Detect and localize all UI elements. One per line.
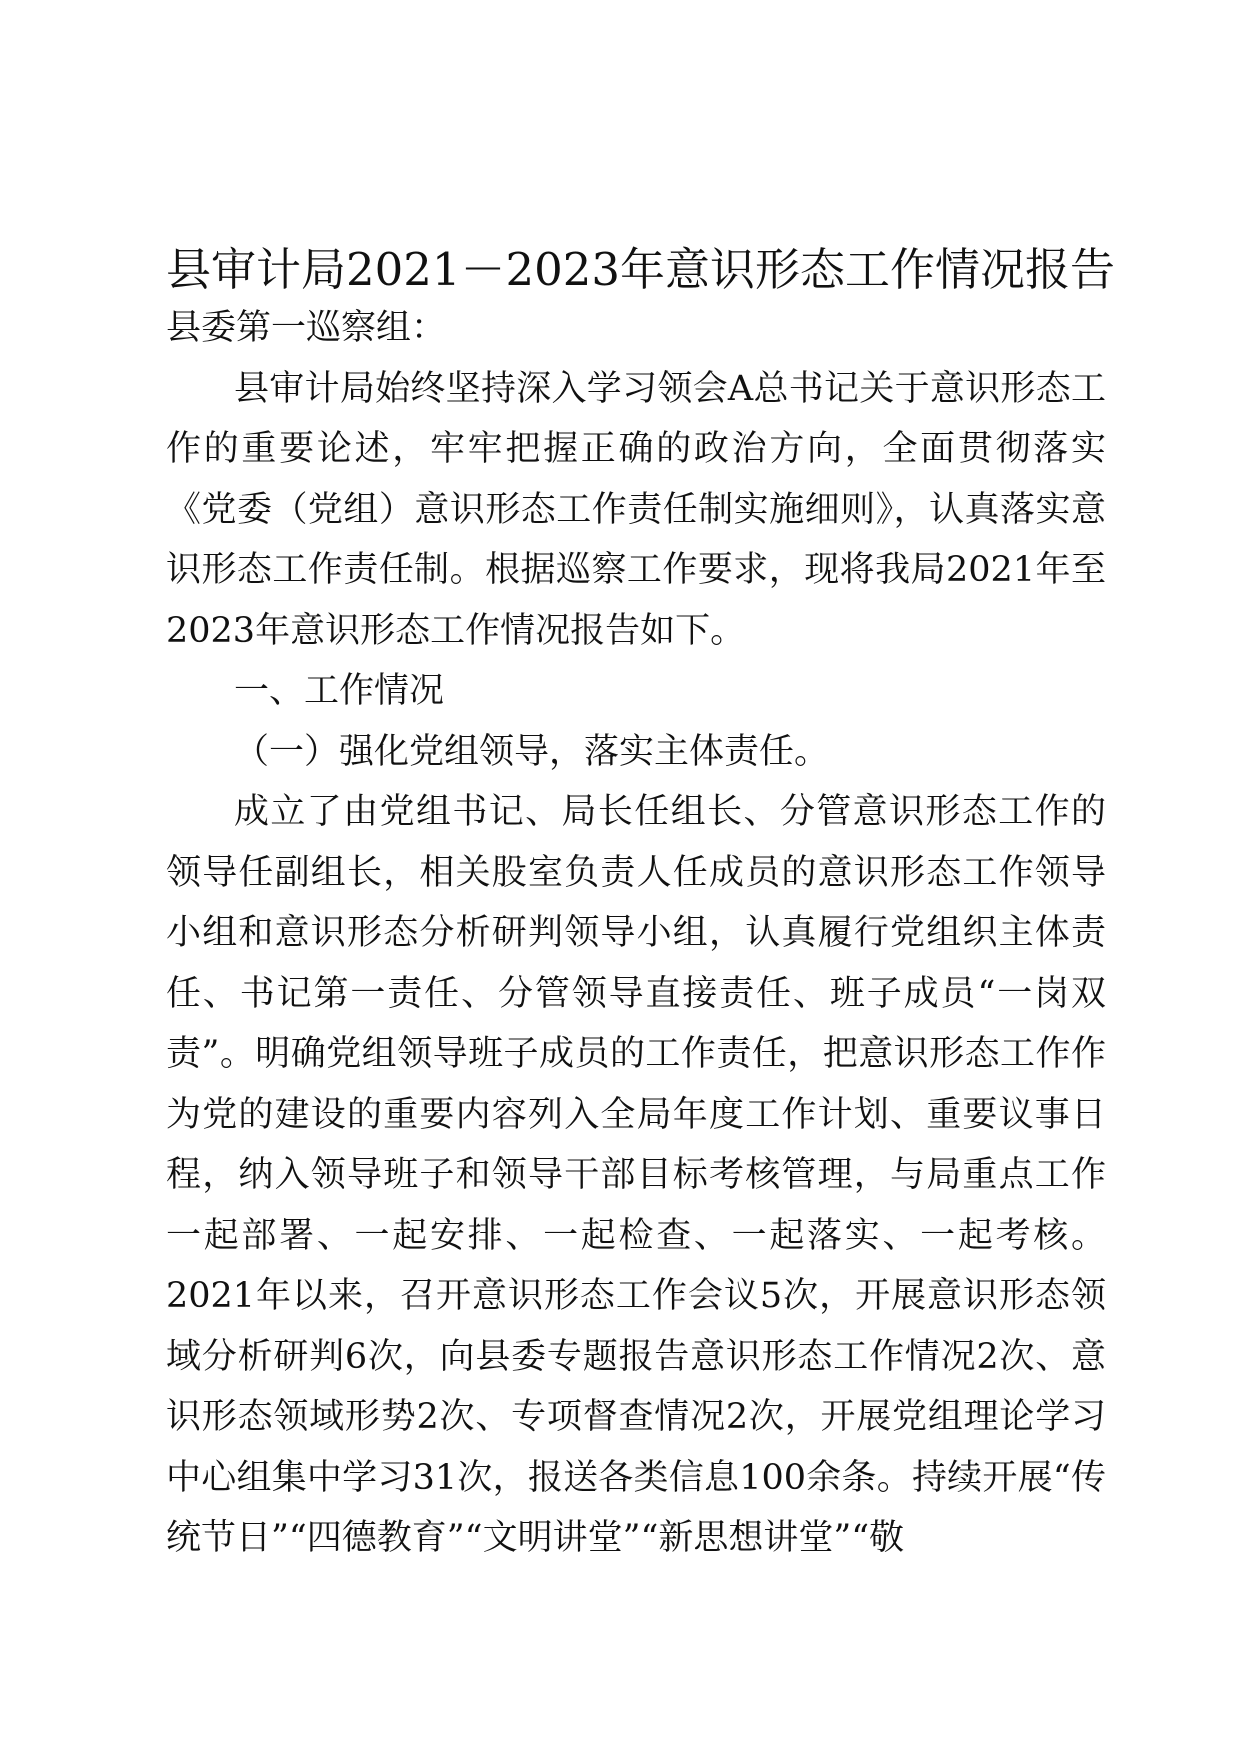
subsection-heading: （一）强化党组领导，落实主体责任。: [234, 731, 830, 772]
document-body: [166, 298, 1106, 1569]
section-heading: 一、工作情况: [234, 671, 445, 711]
body-paragraph: 成立了由党组书记、局长任组长、分管意识形态工作的领导任副组长，相关股室负责人任成员的意识形态工作领导小组和意识形态分析研判领导小组，认真履行党组织主体责任、书记第一责任、分管领导直接责任、班子成员“一岗双责”。明确党组领导班子成员的工作责任，把意识形态工作作为党的建设的重要内容列入全局年度工作计划、重要议事日程，纳入领导班子和领导干部目标考核管理，与局重点工作一起部署、一起安排、一起检查、一起落实、一起考核。2021年以来，召开意识形态工作会议5次，开展意识形态领域分析研判6次，向县委专题报告意识形态工作情况2次、意识形态领域形势2次、专项督查情况2次，开展党组理论学习中心组集中学习31次，报送各类信息100余条。持续开展“传统节日”“四德教育”“文明讲堂”“新思想讲堂”“敬: [166, 792, 1106, 1558]
document-title: 县审计局2021－2023年意识形态工作情况报告: [166, 243, 1116, 296]
salutation: 县委第一巡察组：: [166, 308, 447, 348]
intro-paragraph: 县审计局始终坚持深入学习领会A总书记关于意识形态工作的重要论述，牢牢把握正确的政治方向，全面贯彻落实《党委（党组）意识形态工作责任制实施细则》，认真落实意识形态工作责任制。根据巡察工作要求，现将我局2021年至2023年意识形态工作情况报告如下。: [166, 368, 1106, 651]
